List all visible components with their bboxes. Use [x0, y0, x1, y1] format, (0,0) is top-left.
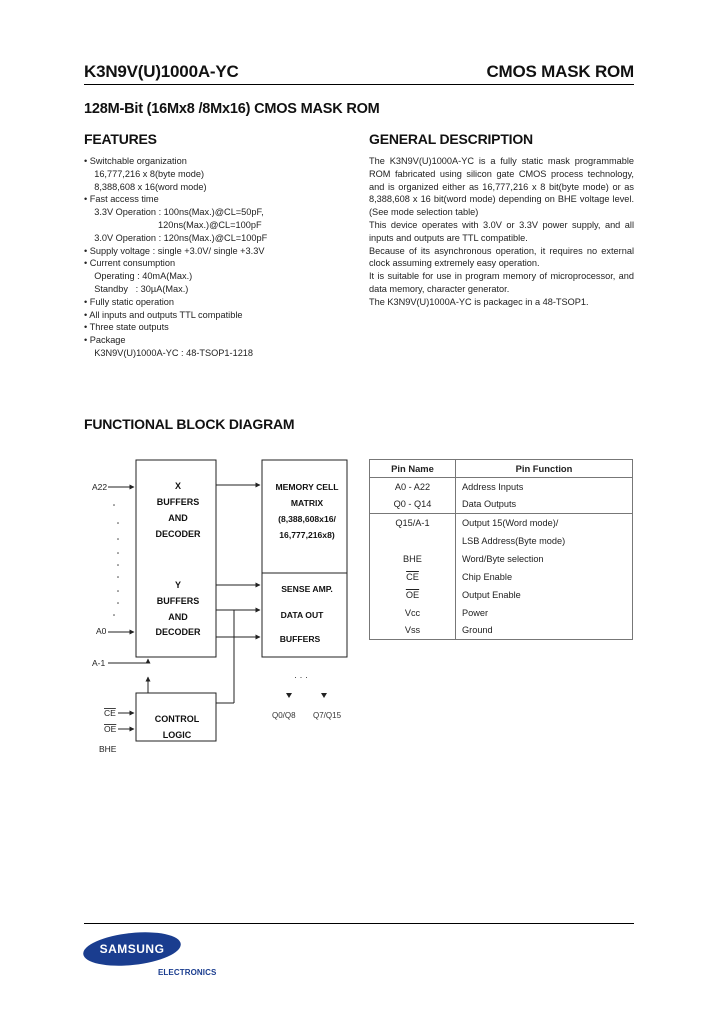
electronics-label: ELECTRONICS [158, 968, 217, 977]
control-line: CONTROL [154, 714, 200, 724]
pin-function-cell: Data Outputs [456, 496, 633, 514]
part-number: K3N9V(U)1000A-YC [84, 62, 239, 81]
feature-line: • All inputs and outputs TTL compatible [84, 309, 243, 320]
pin-name-cell: $\overline{CE}$ [370, 568, 456, 586]
feature-line: Operating : 40mA(Max.) [84, 271, 193, 282]
pin-name-cell: $\overline{OE}$ [370, 586, 456, 604]
device-type: CMOS MASK ROM [486, 62, 634, 81]
y-block-line: Y [174, 580, 182, 590]
y-block-line: DECODER [155, 627, 201, 637]
feature-line: Standby : 30µA(Max.) [84, 283, 189, 294]
functional-block-diagram [84, 455, 364, 754]
pin-name-cell [370, 532, 456, 550]
pin-function-cell: Power [456, 604, 633, 622]
feature-line: 3.0V Operation : 120ns(Max.)@CL=100pF [84, 232, 268, 243]
pin-function-header: Pin Function [456, 460, 633, 478]
x-block-line: X [174, 481, 182, 491]
data-out-label: DATA OUT [280, 610, 324, 620]
pin-name-cell: Vcc [370, 604, 456, 622]
buffers-label: BUFFERS [279, 634, 321, 644]
features-list [84, 155, 354, 360]
pin-row [370, 568, 633, 586]
pin-function-cell: Ground [456, 622, 633, 640]
x-block-line: DECODER [155, 529, 201, 539]
description-paragraph: Because of its asynchronous operation, it requires no external clock assuming extremely easy operation. [369, 245, 634, 269]
features-heading: FEATURES [84, 131, 157, 147]
pin-name-cell: Vss [370, 622, 456, 640]
feature-line: • Supply voltage : single +3.0V/ single +3.3V [84, 245, 265, 256]
feature-line: • Fast access time [84, 194, 159, 205]
feature-line: • Fully static operation [84, 296, 175, 307]
q7-q15-label: Q7/Q15 [313, 711, 342, 720]
description-paragraph: It is suitable for use in program memory of microprocessor, and data memory, character generator. [369, 271, 634, 294]
pin-function-cell: Chip Enable [456, 568, 633, 586]
x-block-line: AND [168, 513, 188, 523]
pin-row [370, 622, 633, 640]
y-decoder-label [155, 580, 201, 637]
pin-description-table [369, 459, 633, 640]
feature-line: K3N9V(U)1000A-YC : 48-TSOP1-1218 [84, 347, 254, 358]
general-description-heading: GENERAL DESCRIPTION [369, 131, 533, 147]
samsung-logo [82, 930, 182, 973]
feature-line: • Three state outputs [84, 322, 169, 333]
document-subtitle: 128M-Bit (16Mx8 /8Mx16) CMOS MASK ROM [84, 101, 380, 117]
x-block-line: BUFFERS [156, 497, 200, 507]
memory-line: 16,777,216x8) [279, 530, 335, 540]
feature-line: 3.3V Operation : 100ns(Max.)@CL=50pF, [84, 207, 264, 218]
control-line: LOGIC [162, 730, 192, 740]
feature-line: • Package [84, 335, 126, 346]
pin-function-cell: Word/Byte selection [456, 550, 633, 568]
header-divider [84, 84, 634, 85]
svg-text:SAMSUNG: SAMSUNG [99, 942, 165, 956]
sense-amp-label: SENSE AMP. [281, 584, 333, 594]
pin-function-cell: LSB Address(Byte mode) [456, 532, 633, 550]
feature-line: 120ns(Max.)@CL=100pF [84, 219, 262, 230]
description-paragraph: This device operates with 3.0V or 3.3V power supply, and all inputs and outputs are TTL compatible. [369, 219, 634, 243]
output-dots: · · · [294, 672, 308, 682]
a-1-label: A-1 [92, 658, 106, 668]
pin-name-cell: A0 - A22 [370, 478, 456, 496]
pin-row [370, 478, 633, 496]
pin-row [370, 550, 633, 568]
footer-divider [84, 923, 634, 924]
a0-label: A0 [96, 626, 107, 636]
pin-name-cell: Q0 - Q14 [370, 496, 456, 514]
pin-function-cell: Address Inputs [456, 478, 633, 496]
memory-line: MATRIX [290, 498, 324, 508]
pin-row [370, 514, 633, 532]
pin-name-header: Pin Name [370, 460, 456, 478]
feature-line: • Current consumption [84, 258, 176, 269]
feature-line: • Switchable organization [84, 156, 187, 166]
x-decoder-label [155, 481, 201, 539]
pin-name-cell: BHE [370, 550, 456, 568]
feature-line: 8,388,608 x 16(word mode) [84, 181, 207, 192]
a22-label: A22 [92, 482, 108, 492]
q0-q8-label: Q0/Q8 [272, 711, 296, 720]
pin-row [370, 604, 633, 622]
pin-function-cell: Output Enable [456, 586, 633, 604]
pin-row [370, 586, 633, 604]
oe-label: OE [104, 724, 117, 734]
pin-function-cell: Output 15(Word mode)/ [456, 514, 633, 532]
memory-cell-label [275, 482, 338, 540]
feature-line: 16,777,216 x 8(byte mode) [84, 168, 205, 179]
y-block-line: BUFFERS [156, 596, 200, 606]
memory-line: (8,388,608x16/ [278, 514, 336, 524]
pin-row [370, 496, 633, 514]
bhe-label: BHE [99, 744, 117, 754]
pin-row [370, 532, 633, 550]
description-paragraph: The K3N9V(U)1000A-YC is a fully static mask programmable ROM fabricated using silicon gate CMOS process technology, and is organized either as 16,777,216 x 8 bit(byte mode) or as 8,388,608 x 16 bit(word mode) depending on BHE voltage level.(See mode selection table) [369, 156, 634, 218]
y-block-line: AND [168, 612, 188, 622]
memory-line: MEMORY CELL [275, 482, 339, 492]
ce-label: CE [104, 708, 116, 718]
general-description-body [369, 155, 634, 309]
description-paragraph: The K3N9V(U)1000A-YC is packagec in a 48-TSOP1. [369, 296, 589, 307]
block-diagram-heading: FUNCTIONAL BLOCK DIAGRAM [84, 416, 295, 432]
pin-name-cell: Q15/A-1 [370, 514, 456, 532]
